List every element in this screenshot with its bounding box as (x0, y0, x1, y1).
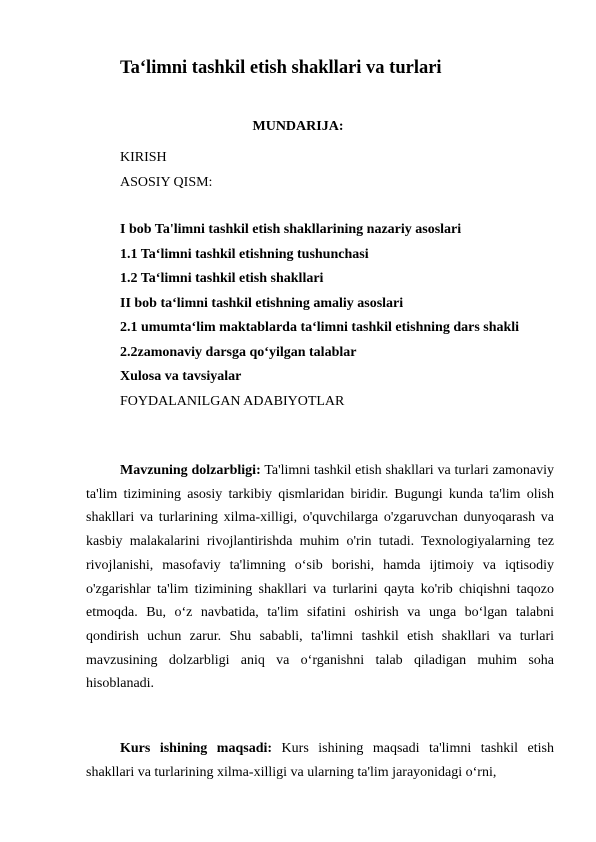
toc-item: 1.1 Ta‘limni tashkil etishning tushunchasi (120, 246, 369, 262)
paragraph-lead: Mavzuning dolzarbligi: (120, 463, 261, 478)
goal-paragraph (86, 737, 554, 784)
toc-references: FOYDALANILGAN ADABIYOTLAR (120, 393, 345, 409)
relevance-paragraph (86, 459, 554, 696)
paragraph-text: Ta'limni tashkil etish shakllari va turlari zamonaviy ta'lim tizimining asosiy tarkibiy qismlaridan biridir. Bugungi kunda ta'lim olish shakllari va turlarining xilma-xilligi, o'quvchilarga o'zgaruvchan dunyoqarash va kasbiy malakalarini rivojlantirishda muhim o'rin tutadi. Texnologiyalarning tez rivojlanishi, masofaviy ta'limning o‘sib borishi, hamda ijtimoiy va iqtisodiy o'zgarishlar ta'lim tizimining shakllari va turlarini qayta ko'rib chiqishni taqozo etmoqda. Bu, o‘z navbatida, ta'lim sifatini oshirish va unga bo‘lgan talabni qondirish uchun zarur. Shu sababli, ta'limni tashkil etish shakllari va turlari mavzusining dolzarbligi aniq va o‘rganishni talab qiladigan muhim soha hisoblanadi. (86, 463, 554, 692)
table-of-contents (120, 146, 519, 414)
toc-heading-text: MUNDARIJA: (252, 119, 344, 134)
toc-heading (0, 119, 596, 135)
toc-item: 1.2 Ta‘limni tashkil etish shakllari (120, 271, 324, 286)
toc-item: Xulosa va tavsiyalar (120, 369, 242, 384)
toc-spacer (120, 195, 519, 218)
toc-item: II bob ta‘limni tashkil etishning amaliy asoslari (120, 295, 404, 311)
toc-item: I bob Ta'limni tashkil etish shakllarining nazariy asoslari (120, 222, 462, 237)
toc-main-part: ASOSIY QISM: (120, 174, 213, 190)
toc-item: 2.2zamonaviy darsga qo‘yilgan talablar (120, 344, 357, 360)
paragraph-text: Kurs ishining maqsadi ta'limni tashkil etish shakllari va turlarining xilma-xilligi va ularning ta'lim jarayonidagi o‘rni, (86, 741, 554, 780)
paragraph-lead: Kurs ishining maqsadi: (120, 741, 273, 756)
toc-intro: KIRISH (120, 150, 167, 165)
toc-item: 2.1 umumta‘lim maktablarda ta‘limni tashkil etishning dars shakli (120, 320, 520, 335)
document-title: Ta‘limni tashkil etish shakllari va turlari (120, 58, 442, 78)
